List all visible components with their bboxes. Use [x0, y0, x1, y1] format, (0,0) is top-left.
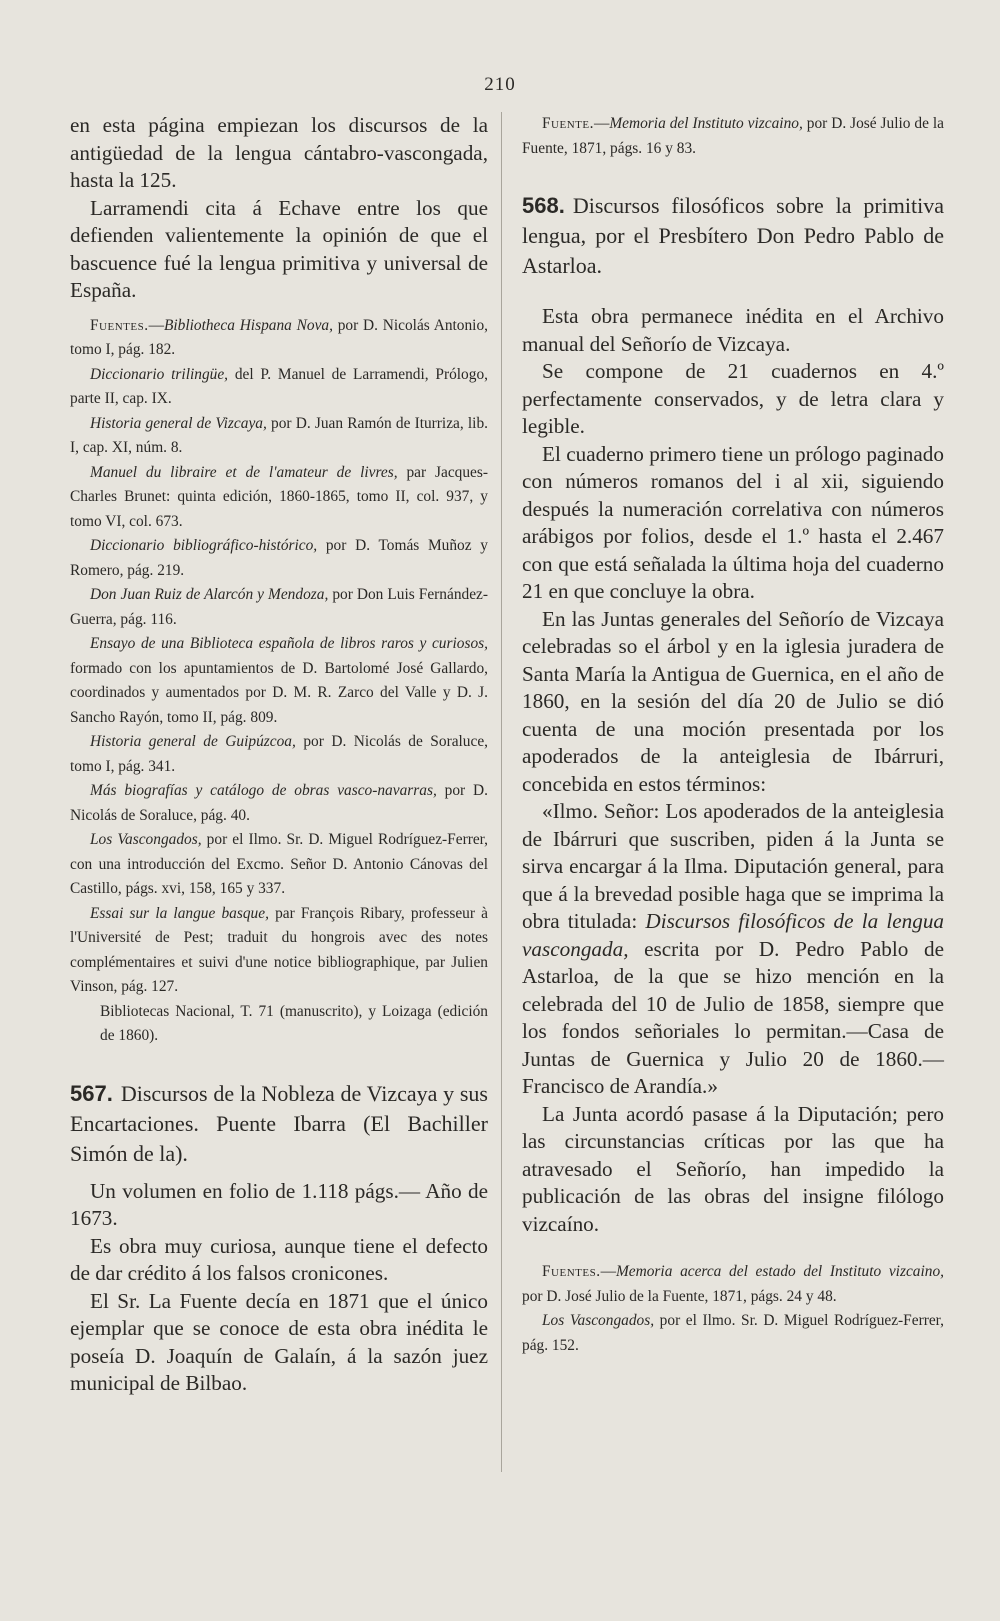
source-item [70, 363, 488, 412]
source-title: Los Vascongados, [542, 1312, 655, 1329]
source-item: Fuente.—Memoria del Instituto vizcaino, por D. José Julio de la Fuente, 1871, págs. 16 y 83. [522, 115, 944, 157]
fuente-label: Fuente. [542, 115, 594, 132]
entry-number: 567. [70, 1080, 113, 1106]
source-detail: del P. Manuel de Larramendi, Prólogo, parte II, cap. IX. [70, 365, 488, 407]
source-detail: por Don Luis Fernández-Guerra, pág. 116. [70, 586, 488, 628]
entry-heading-567 [70, 1079, 488, 1169]
quoted-title: Discursos filosóficos de la lengua vascongada, [522, 909, 945, 961]
source-title: Diccionario trilingüe, [90, 365, 229, 383]
column-divider [501, 112, 502, 1472]
source-item [70, 902, 488, 1000]
right-column [522, 112, 944, 1358]
source-item: Fuentes.—Memoria acerca del estado del Instituto vizcaino, por D. José Julio de la Fuente, 1871, págs. 24 y 48. [522, 1263, 944, 1305]
source-detail: formado con los apuntamientos de D. Bartolomé José Gallardo, coordinados y aumentados por D. M. R. Zarco del Valle y D. J. Sancho Rayón, tomo II, pág. 809. [70, 659, 488, 726]
paragraph: en esta página empiezan los discursos de la antigüedad de la lengua cántabro-vascongada, hasta la 125. [70, 113, 488, 192]
source-item [70, 534, 488, 583]
source-item [70, 412, 488, 461]
source-detail: por D. José Julio de la Fuente, 1871, págs. 16 y 83. [522, 115, 944, 157]
source-title: Don Juan Ruiz de Alarcón y Mendoza, [90, 586, 329, 603]
source-title: Historia general de Guipúzcoa, [90, 733, 296, 750]
source-detail: por D. Tomás Muñoz y Romero, pág. 219. [70, 537, 488, 579]
entry-number: 568. [522, 193, 565, 218]
source-item: Fuentes.—Bibliotheca Hispana Nova, por D. Nicolás Antonio, tomo I, pág. 182. [70, 316, 488, 358]
source-title: Más biografías y catálogo de obras vasco-navarras, [90, 782, 437, 799]
paragraph: En las Juntas generales del Señorío de Vizcaya celebradas so el árbol y en la iglesia juradera de Santa María la Antigua de Guernica, en el año de 1860, en la sesión del día 20 de Julio se dió cuenta de una moción presentada por los apoderados de la anteiglesia de Ibárruri, concebida en estos términos: [522, 606, 944, 796]
source-detail: por el Ilmo. Sr. D. Miguel Rodríguez-Ferrer, pág. 152. [522, 1312, 945, 1354]
paragraph: Esta obra permanece inédita en el Archivo manual del Señorío de Vizcaya. [522, 304, 944, 356]
source-detail: par François Ribary, professeur à l'Université de Pest; traduit du hongrois avec des notes complémentaires et suivi d'une notice bibliographique, par Julien Vinson, pág. 127. [70, 904, 488, 995]
fuentes-label: Fuentes. [542, 1263, 601, 1280]
source-title: Memoria acerca del estado del Instituto vizcaino, [615, 1263, 944, 1280]
source-title: Manuel du libraire et de l'amateur de livres, [90, 463, 398, 481]
source-detail: par Jacques-Charles Brunet: quinta edición, 1860-1865, tomo II, col. 937, y tomo VI, col. 673. [70, 463, 488, 530]
source-title: Essai sur la langue basque, [90, 904, 269, 922]
quote-text: «Ilmo. Señor: Los apoderados de la anteiglesia de Ibárruri que suscriben, piden á la Junta se sirva encargar á la Ilma. Diputación general, para que á la brevedad posible haga que se imprima la obra titulada: [522, 799, 944, 933]
left-column [70, 112, 488, 1398]
paragraph: El cuaderno primero tiene un prólogo paginado con números romanos del i al xii, siguiendo después la numeración correlativa con números arábigos por folios, desde el 1.º hasta el 2.467 con que está señalada la última hoja del cuaderno 21 en que concluye la obra. [522, 441, 944, 603]
source-title: Los Vascongados, [90, 831, 202, 848]
source-title: Bibliotheca Hispana Nova, [163, 316, 333, 334]
source-title: Memoria del Instituto vizcaino, [609, 115, 803, 132]
source-title: Historia general de Vizcaya, [90, 414, 267, 432]
library-note: Bibliotecas Nacional, T. 71 (manuscrito), y Loizaga (edición de 1860). [100, 1002, 488, 1044]
source-detail: por D. Nicolás de Soraluce, tomo I, pág. 341. [70, 733, 489, 775]
source-item [70, 730, 488, 779]
paragraph: Se compone de 21 cuadernos en 4.º perfectamente conservados, y de letra clara y legible. [522, 359, 944, 438]
source-detail: por D. José Julio de la Fuente, 1871, págs. 24 y 48. [522, 1287, 837, 1305]
paragraph: Un volumen en folio de 1.118 págs.— Año de 1673. [70, 1178, 488, 1230]
paragraph: La Junta acordó pasase á la Diputación; pero las circunstancias críticas por las que ha atravesado el Señorío, han impedido la publicación de las obras del insigne filólogo vizcaíno. [522, 1101, 944, 1236]
entry-title: Discursos de la Nobleza de Vizcaya y sus Encartaciones. Puente Ibarra (El Bachiller Simón de la). [70, 1080, 488, 1166]
quote-text: escrita por D. Pedro Pablo de Astarloa, de la que se hizo mención en la celebrada del 10 de Julio de 1858, siempre que los fondos señoriales lo permitan.—Casa de Juntas de Guernica y Julio 20 de 1860.— Francisco de Arandía.» [522, 936, 944, 1098]
entry-title: Discursos filosóficos sobre la primitiva lengua, por el Presbítero Don Pedro Pablo de Astarloa. [522, 193, 944, 278]
source-detail: por D. Nicolás Antonio, tomo I, pág. 182. [70, 316, 488, 358]
source-item [522, 1309, 944, 1358]
paragraph: El Sr. La Fuente decía en 1871 que el único ejemplar que se conoce de esta obra inédita le poseía D. Joaquín de Galaín, á la sazón juez municipal de Bilbao. [70, 1288, 488, 1395]
source-detail: por el Ilmo. Sr. D. Miguel Rodríguez-Ferrer, con una introducción del Excmo. Señor D. Antonio Cánovas del Castillo, págs. xvi, 158, 165 y 337. [70, 831, 489, 897]
paragraph: Es obra muy curiosa, aunque tiene el defecto de dar crédito á los falsos cronicones. [70, 1233, 488, 1285]
source-item [70, 779, 488, 828]
source-detail: por D. Nicolás de Soraluce, pág. 40. [70, 782, 488, 824]
source-item [70, 632, 488, 730]
source-item [70, 461, 488, 535]
source-title: Diccionario bibliográfico-histórico, [90, 537, 318, 554]
source-detail: por D. Juan Ramón de Iturriza, lib. I, cap. XI, núm. 8. [70, 414, 488, 456]
paragraph: Larramendi cita á Echave entre los que defienden valientemente la opinión de que el bascuence fué la lengua primitiva y universal de España. [70, 195, 488, 302]
entry-heading-568 [522, 191, 944, 281]
page-number: 210 [484, 74, 516, 95]
fuentes-label: Fuentes. [90, 316, 149, 334]
quoted-motion [522, 798, 944, 1101]
source-title: Ensayo de una Biblioteca española de libros raros y curiosos, [90, 635, 488, 652]
source-item [70, 828, 488, 902]
source-item [70, 583, 488, 632]
